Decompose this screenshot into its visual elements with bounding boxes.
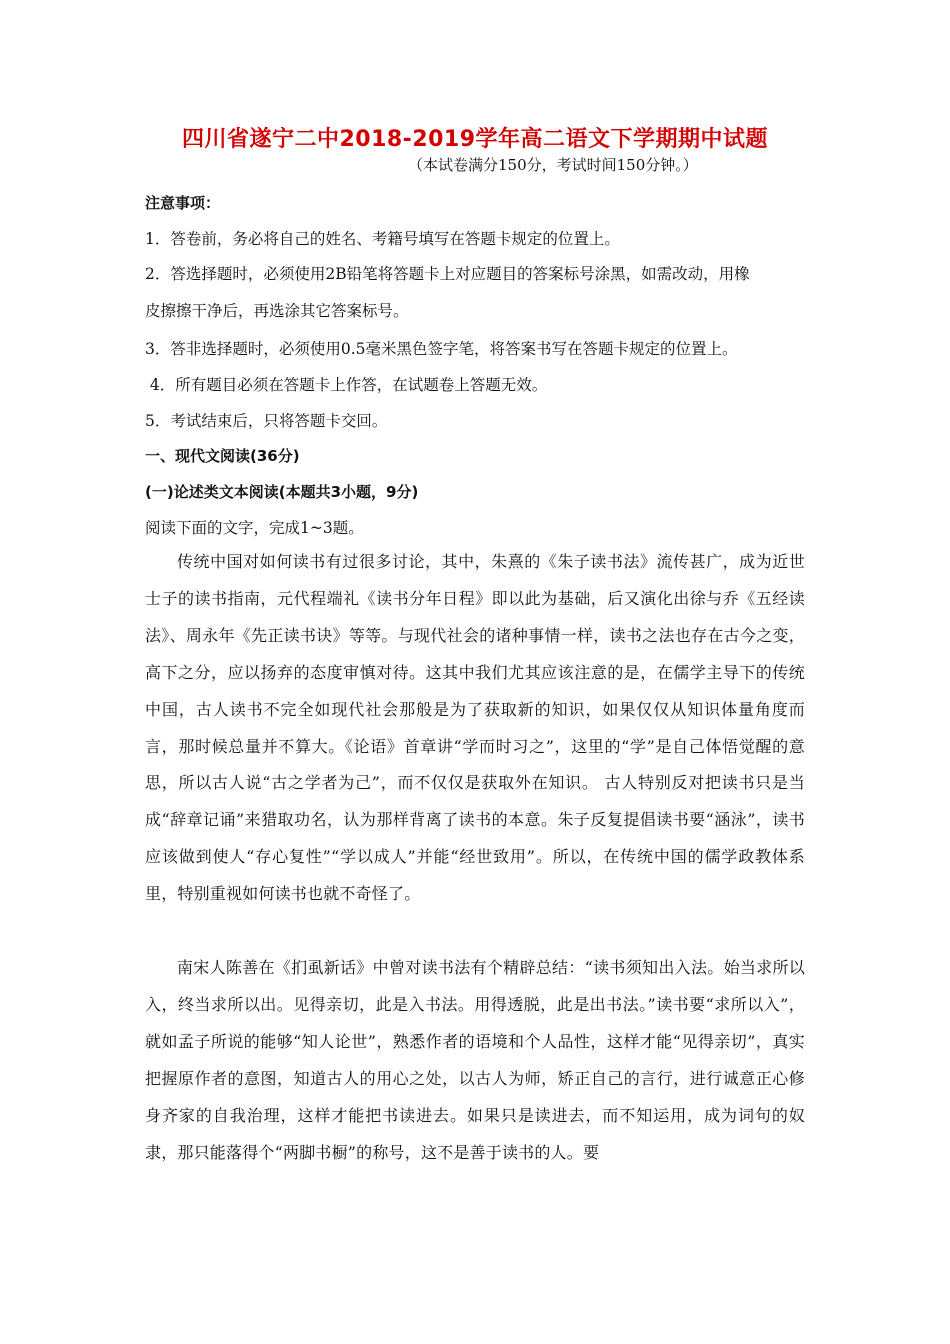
note-item-4: 4．所有题目必须在答题卡上作答，在试题卷上答题无效。: [145, 376, 548, 394]
passage-paragraph-2: 南宋人陈善在《扪虱新话》中曾对读书法有个精辟总结：“读书须知出入法。始当求所以入，终当求所以出。见得亲切，此是入书法。用得透脱，此是出书法。”读书要“求所以入”，就如孟子所说的能够“知人论世”，熟悉作者的语境和个人品性，这样才能“见得亲切”，真实把握原作者的意图，知道古人的用心之处，以古人为师，矫正自己的言行，进行诚意正心修身齐家的自我治理，这样才能把书读进去。如果只是读进去，而不知运用，成为词句的奴隶，那只能落得个“两脚书橱”的称号，这不是善于读书的人。要: [145, 958, 805, 1162]
passage-paragraph-1: 传统中国对如何读书有过很多讨论，其中，朱熹的《朱子读书法》流传甚广，成为近世士子的读书指南，元代程端礼《读书分年日程》即以此为基础，后又演化出徐与乔《五经读法》、周永年《先正读书诀》等等。与现代社会的诸种事情一样，读书之法也存在古今之变，高下之分，应以扬弃的态度审慎对待。这其中我们尤其应该注意的是，在儒学主导下的传统中国，古人读书不完全如现代社会那般是为了获取新的知识，如果仅仅从知识体量角度而言，那时候总量并不算大。《论语》首章讲“学而时习之”，这里的“学”是自己体悟觉醒的意思，所以古人说“古之学者为己”，而不仅仅是获取外在知识。 古人特别反对把读书只是当成“辞章记诵”来猎取功名，认为那样背离了读书的本意。朱子反复提倡读书要“涵泳”，读书应该做到使人“存心复性”“学以成人”并能“经世致用”。所以，在传统中国的儒学政教体系里，特别重视如何读书也就不奇怪了。: [145, 552, 805, 904]
note-item-5: 5．考试结束后，只将答题卡交回。: [145, 412, 388, 430]
notes-heading: 注意事项：: [145, 194, 221, 212]
note-item-3: 3．答非选择题时，必须使用0.5毫米黑色签字笔，将答案书写在答题卡规定的位置上。: [145, 340, 738, 358]
exam-title: 四川省遂宁二中2018-2019学年高二语文下学期期中试题: [181, 127, 769, 152]
section-heading: 一、现代文阅读(36分): [145, 447, 300, 465]
note-item-2-cont: 皮擦擦干净后，再选涂其它答案标号。: [145, 302, 409, 320]
section-subheading: (一)论述类文本阅读(本题共3小题，9分): [145, 483, 419, 501]
note-item-2: 2．答选择题时，必须使用2B铅笔将答题卡上对应题目的答案标号涂黑，如需改动，用橡: [145, 265, 750, 283]
reading-instruction: 阅读下面的文字，完成1~3题。: [145, 519, 364, 537]
exam-subtitle: （本试卷满分150分，考试时间150分钟。）: [408, 156, 698, 174]
note-item-1: 1．答卷前，务必将自己的姓名、考籍号填写在答题卡规定的位置上。: [145, 230, 620, 248]
